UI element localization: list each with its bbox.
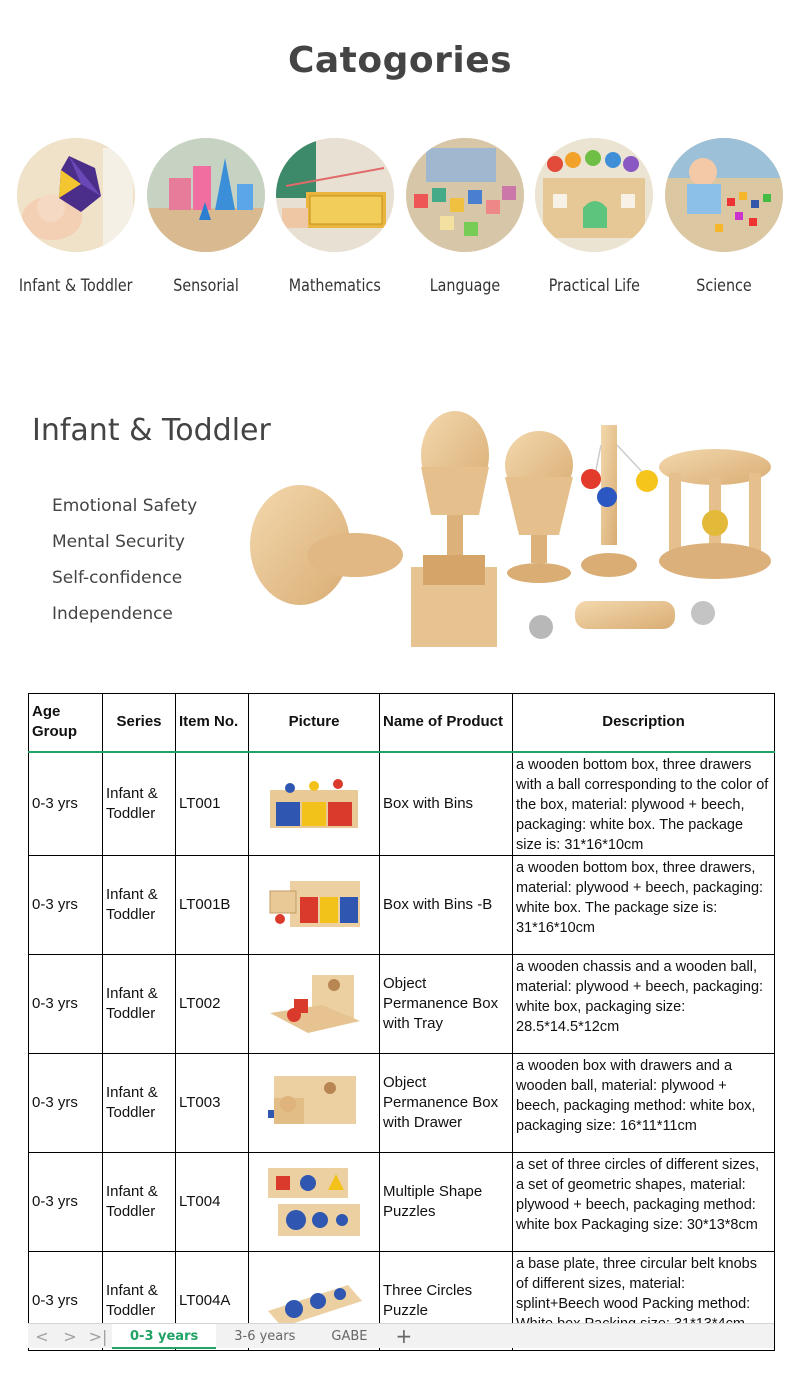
cell-description[interactable]: a wooden bottom box, three drawers, material: plywood + beech, packaging: white box. The package size is: 31*16*10cm [513, 855, 775, 954]
category-photo-infant-toddler [17, 138, 135, 252]
cell-description[interactable]: a set of three circles of different sizes, a set of geometric shapes, material: plywood + beech, packaging method: white box Packaging size: 30*13*8cm [513, 1152, 775, 1251]
category-photo-mathematics [276, 138, 394, 252]
cell-name[interactable]: Box with Bins -B [380, 855, 513, 954]
cell-series[interactable]: Infant & Toddler [103, 752, 176, 856]
feature-item: Independence [52, 604, 173, 624]
category-list [12, 138, 788, 296]
cell-series[interactable]: Infant & Toddler [103, 954, 176, 1053]
header-series: Series [103, 694, 176, 752]
category-sensorial[interactable] [142, 138, 270, 296]
product-image-box-with-bins [264, 772, 364, 836]
cell-name[interactable]: Object Permanence Box with Tray [380, 954, 513, 1053]
category-photo-practical-life [535, 138, 653, 252]
cell-description[interactable]: a base plate, three circular belt knobs of different sizes, material: splint+Beech wood Packing method: [513, 1251, 775, 1350]
cell-item-no[interactable]: LT001B [176, 855, 249, 954]
sheet-tab-0-3-years[interactable]: 0-3 years [112, 1324, 216, 1349]
cell-age[interactable]: 0-3 yrs [29, 954, 103, 1053]
cell-series[interactable]: Infant & Toddler [103, 1152, 176, 1251]
product-image-permanence-box-tray [264, 969, 364, 1039]
table-row[interactable] [29, 1053, 775, 1152]
table-row[interactable] [29, 855, 775, 954]
category-photo-language [406, 138, 524, 252]
category-language[interactable] [401, 138, 529, 296]
hero-toys-image [245, 405, 780, 655]
product-table [28, 693, 775, 1351]
category-label: Infant & Toddler [19, 276, 133, 296]
cell-picture[interactable] [249, 855, 380, 954]
header-name: Name of Product [380, 694, 513, 752]
cell-name[interactable]: Box with Bins [380, 752, 513, 856]
category-label: Language [429, 276, 501, 296]
cell-item-no[interactable]: LT002 [176, 954, 249, 1053]
page-title: Catogories [287, 40, 513, 81]
category-mathematics[interactable] [271, 138, 399, 296]
product-image-box-with-bins-b [264, 873, 364, 937]
table-header-row [29, 694, 775, 752]
header-description: Description [513, 694, 775, 752]
cell-series[interactable]: Infant & Toddler [103, 1053, 176, 1152]
category-label: Practical Life [548, 276, 640, 296]
cell-description[interactable]: a wooden chassis and a wooden ball, material: plywood + beech, packaging: white box, packaging size: 28.5*14.5*12cm [513, 954, 775, 1053]
cell-age[interactable]: 0-3 yrs [29, 1251, 103, 1350]
cell-item-no[interactable]: LT004A [176, 1251, 249, 1350]
cell-name[interactable]: Object Permanence Box with Drawer [380, 1053, 513, 1152]
cell-picture[interactable] [249, 1053, 380, 1152]
sheet-tab-bar [28, 1323, 774, 1348]
product-image-permanence-box-drawer [264, 1068, 364, 1138]
cell-age[interactable]: 0-3 yrs [29, 1053, 103, 1152]
cell-age[interactable]: 0-3 yrs [29, 1152, 103, 1251]
feature-list [52, 494, 197, 638]
category-label: Sensorial [172, 276, 239, 296]
sheet-tab-gabe[interactable]: GABE [331, 1328, 368, 1344]
section-title: Infant & Toddler [32, 413, 271, 448]
table-row[interactable] [29, 954, 775, 1053]
header-age-group: Age Group [29, 694, 103, 752]
feature-item: Emotional Safety [52, 496, 198, 516]
category-practical-life[interactable] [530, 138, 658, 296]
cell-series[interactable]: Infant & Toddler [103, 1251, 176, 1350]
first-sheet-arrow-icon[interactable]: < [35, 1326, 49, 1346]
cell-item-no[interactable]: LT001 [176, 752, 249, 856]
feature-item: Self-confidence [52, 568, 183, 588]
header-picture: Picture [249, 694, 380, 752]
cell-description[interactable]: a wooden bottom box, three drawers with a ball corresponding to the color of the box, material: plywood + beech, packaging: white box. The package size is: 31*16*10cm [513, 752, 775, 856]
next-sheet-arrow-icon[interactable]: > [63, 1326, 77, 1346]
category-photo-science [665, 138, 783, 252]
header-item-no: Item No. [176, 694, 249, 752]
feature-item: Mental Security [52, 532, 185, 552]
category-label: Mathematics [289, 276, 382, 296]
category-science[interactable] [660, 138, 788, 296]
table-row[interactable] [29, 752, 775, 856]
cell-item-no[interactable]: LT003 [176, 1053, 249, 1152]
last-sheet-arrow-icon[interactable]: >| [88, 1326, 108, 1346]
cell-name[interactable]: Three Circles Puzzle [380, 1251, 513, 1350]
cell-name[interactable]: Multiple Shape Puzzles [380, 1152, 513, 1251]
table-row[interactable] [29, 1152, 775, 1251]
product-image-multiple-shape-puzzles [264, 1164, 364, 1240]
product-spreadsheet [28, 693, 774, 1351]
cell-picture[interactable] [249, 1152, 380, 1251]
cell-age[interactable]: 0-3 yrs [29, 855, 103, 954]
cell-picture[interactable] [249, 752, 380, 856]
cell-series[interactable]: Infant & Toddler [103, 855, 176, 954]
cell-description[interactable]: a wooden box with drawers and a wooden ball, material: plywood + beech, packaging method: white box, packaging size: 16*11*11cm [513, 1053, 775, 1152]
add-sheet-icon[interactable]: + [395, 1324, 413, 1348]
cell-picture[interactable] [249, 954, 380, 1053]
sheet-tab-3-6-years[interactable]: 3-6 years [234, 1328, 296, 1344]
category-photo-sensorial [147, 138, 265, 252]
product-image-three-circles-puzzle [264, 1271, 364, 1331]
cell-age[interactable]: 0-3 yrs [29, 752, 103, 856]
category-infant-toddler[interactable] [12, 138, 140, 296]
category-label: Science [696, 276, 752, 296]
cell-item-no[interactable]: LT004 [176, 1152, 249, 1251]
